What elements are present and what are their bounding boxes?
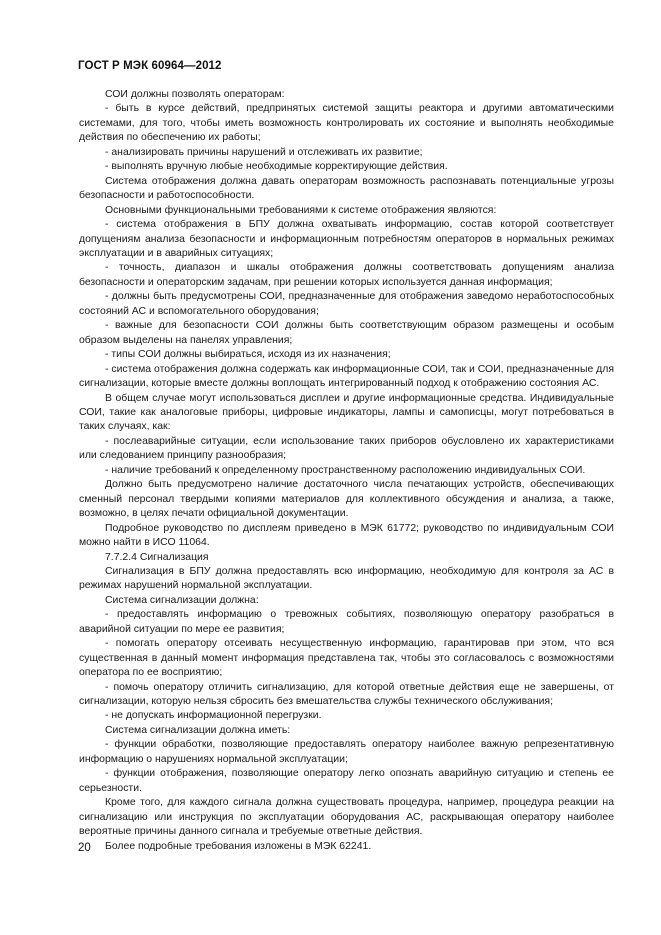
section-heading: 7.7.2.4 Сигнализация bbox=[105, 551, 209, 563]
paragraph: Подробное руководство по дисплеям приведено в МЭК 61772; руководство по индивидуальным СОИ можно найти в ИСО 11064. bbox=[79, 522, 614, 549]
paragraph: - не допускать информационной перегрузки. bbox=[105, 710, 322, 722]
paragraph: - предоставлять информацию о тревожных событиях, позволяющую оператору разобраться в аварийной ситуации по мере ее развития; bbox=[79, 609, 614, 635]
paragraph: - помогать оператору отсеивать несущественную информацию, гарантировав при этом, что вся существенная в данный момент информация представлена так, чтобы это согласовалось с возможностями оператора по ее восприятию; bbox=[79, 638, 614, 679]
paragraph: - помочь оператору отличить сигнализацию, для которой ответные действия еще не завершены, от сигнализации, которую нельзя сбросить без вмешательства службы технического обслуживания; bbox=[79, 681, 614, 708]
document-body bbox=[79, 88, 614, 854]
page-header: ГОСТ Р МЭК 60964—2012 bbox=[78, 60, 222, 72]
paragraph: - анализировать причины нарушений и отслеживать их развитие; bbox=[105, 146, 423, 158]
paragraph: Кроме того, для каждого сигнала должна существовать процедура, например, процедура реакции на сигнализацию или инструкция по эксплуатации оборудования АС, раскрывающая оператору наиболее вероятные причины данного сигнала и требуемые ответные действия. bbox=[79, 797, 614, 838]
paragraph: Основными функциональными требованиями к системе отображения являются: bbox=[105, 204, 497, 216]
paragraph: - точность, диапазон и шкалы отображения должны соответствовать допущениям анализа безопасности и операторским задачам, при решении которых используется данная информация; bbox=[79, 262, 614, 288]
paragraph: - быть в курсе действий, предпринятых системой защиты реактора и другими автоматическими системами, для того, чтобы иметь возможность контролировать их состояние и выполнять необходимые действия по обеспечению их работы; bbox=[79, 103, 614, 144]
paragraph: В общем случае могут использоваться дисплеи и другие информационные средства. Индивидуальные СОИ, такие как аналоговые приборы, цифровые индикаторы, лампы и самописцы, могут потребоваться в таких случаях, как: bbox=[79, 392, 614, 433]
paragraph: Должно быть предусмотрено наличие достаточного числа печатающих устройств, обеспечивающих сменный персонал твердыми копиями материалов для коллективного обсуждения и анализа, а также, возможно, в целях печати официальной документации. bbox=[79, 479, 614, 520]
paragraph: - должны быть предусмотрены СОИ, предназначенные для отображения заведомо неработоспособных состояний АС и вспомогательного оборудования; bbox=[79, 291, 614, 317]
paragraph: - выполнять вручную любые необходимые корректирующие действия. bbox=[105, 161, 448, 173]
paragraph: Система сигнализации должна иметь: bbox=[105, 724, 291, 736]
paragraph: Система отображения должна давать операторам возможность распознавать потенциальные угрозы безопасности и работоспособности. bbox=[79, 175, 614, 202]
paragraph: Сигнализация в БПУ должна предоставлять всю информацию, необходимую для контроля за АС в режимах нарушений нормальной эксплуатации. bbox=[79, 565, 614, 592]
paragraph: - система отображения должна содержать как информационные СОИ, так и СОИ, предназначенные для сигнализации, которые вместе должны воплощать интегрированный подход к отображению состояния АС. bbox=[79, 363, 614, 390]
paragraph: - важные для безопасности СОИ должны быть соответствующим образом размещены и особым образом выделены на панелях управления; bbox=[79, 320, 614, 346]
paragraph: - типы СОИ должны выбираться, исходя из их назначения; bbox=[105, 349, 391, 361]
paragraph: - наличие требований к определенному пространственному расположению индивидуальных СОИ. bbox=[105, 464, 586, 476]
page-number: 20 bbox=[78, 842, 91, 854]
paragraph: СОИ должны позволять операторам: bbox=[105, 89, 285, 100]
paragraph: Более подробные требования изложены в МЭК 62241. bbox=[105, 840, 372, 852]
paragraph: Система сигнализации должна: bbox=[105, 594, 259, 606]
paragraph: - система отображения в БПУ должна охватывать информацию, состав которой соответствует допущениям анализа безопасности и информационным потребностям операторов в нормальных режимах эксплуатации и в аварийных ситуациях; bbox=[79, 219, 614, 259]
paragraph: - послеаварийные ситуации, если использование таких приборов обусловлено их характеристиками или следованием принципу разнообразия; bbox=[79, 435, 614, 462]
paragraph: - функции отображения, позволяющие оператору легко опознать аварийную ситуацию и степень ее серьезности. bbox=[79, 768, 614, 794]
paragraph: - функции обработки, позволяющие предоставлять оператору наиболее важную репрезентативную информацию о нарушениях нормальной эксплуатации; bbox=[79, 739, 614, 765]
